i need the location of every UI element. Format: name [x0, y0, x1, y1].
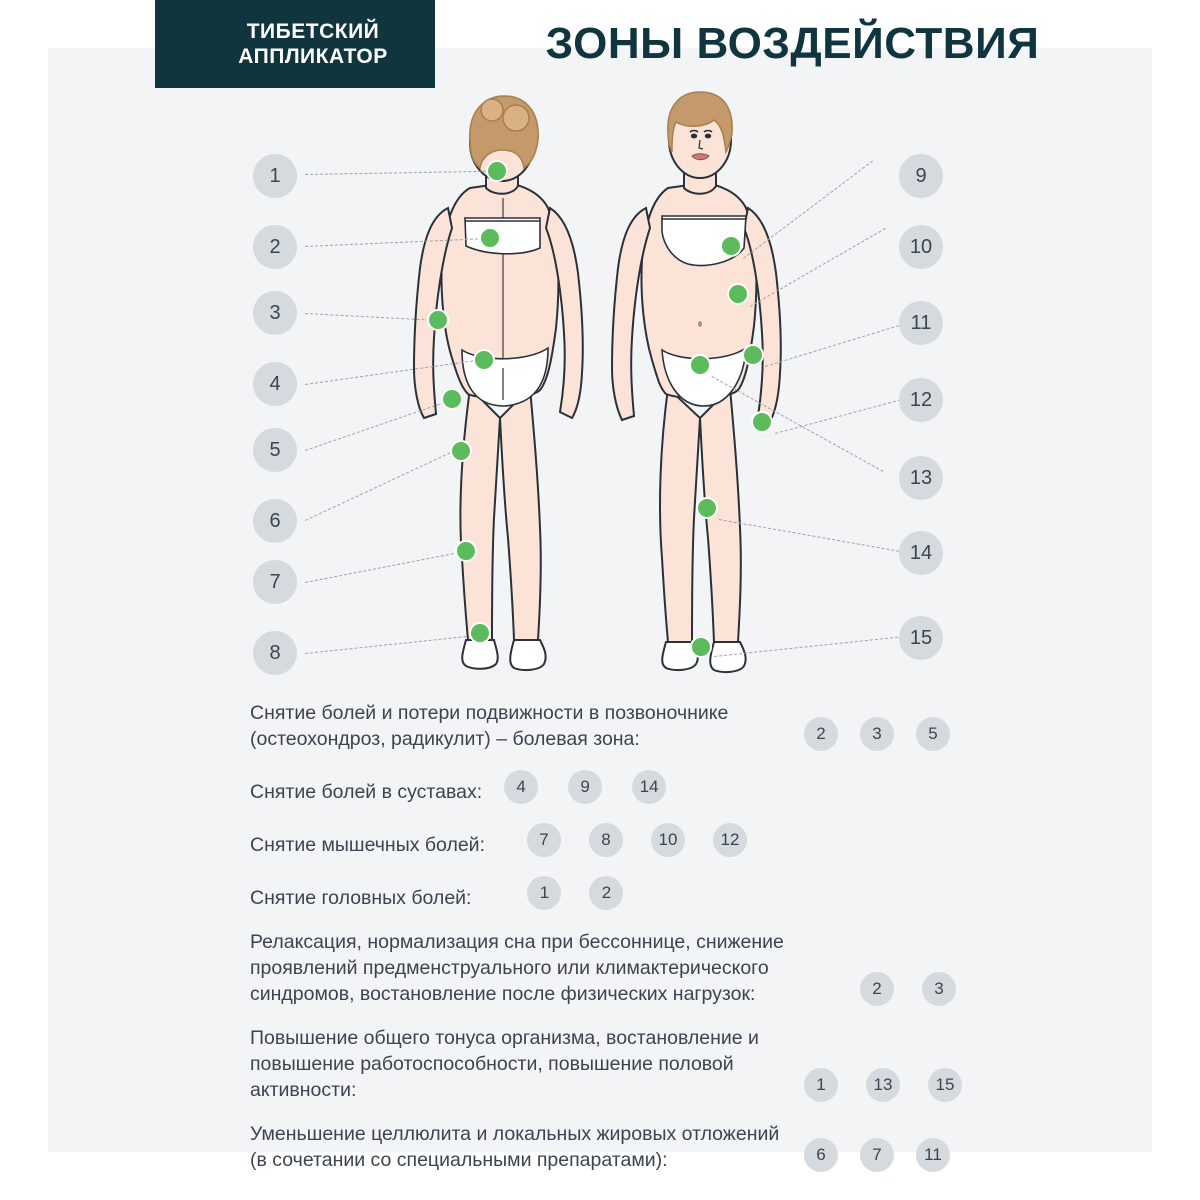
- zone-dot-1[interactable]: [486, 160, 508, 182]
- legend-num[interactable]: 13: [866, 1068, 900, 1102]
- legend-text: Снятие головных болей:: [250, 887, 472, 909]
- legend-numbers: [860, 972, 956, 1007]
- figure-back-view: [414, 96, 583, 670]
- callout-12[interactable]: 12: [899, 378, 943, 422]
- brand-line-2: АППЛИКАТОР: [238, 45, 388, 68]
- zone-dot-12[interactable]: [751, 411, 773, 433]
- legend-item: [250, 1025, 955, 1103]
- legend-num[interactable]: 7: [527, 823, 561, 857]
- legend-numbers: [804, 717, 950, 752]
- legend-num[interactable]: 1: [804, 1068, 838, 1102]
- legend-num[interactable]: 9: [568, 770, 602, 804]
- zone-dot-4[interactable]: [473, 349, 495, 371]
- callout-13[interactable]: 13: [899, 456, 943, 500]
- callout-5[interactable]: 5: [253, 428, 297, 472]
- zone-dot-6[interactable]: [450, 440, 472, 462]
- zone-dot-5[interactable]: [441, 388, 463, 410]
- page-title: ЗОНЫ ВОЗДЕЙСТВИЯ: [545, 19, 1040, 68]
- legend-item: [250, 1121, 950, 1173]
- zone-dot-2[interactable]: [479, 227, 501, 249]
- legend-num[interactable]: 3: [860, 717, 894, 751]
- legend-item: [250, 770, 950, 805]
- callout-11[interactable]: 11: [899, 301, 943, 345]
- legend-numbers: [504, 770, 666, 805]
- callout-8[interactable]: 8: [253, 631, 297, 675]
- callout-10[interactable]: 10: [899, 225, 943, 269]
- callout-7[interactable]: 7: [253, 560, 297, 604]
- callout-4[interactable]: 4: [253, 362, 297, 406]
- legend-text: Снятие мышечных болей:: [250, 834, 485, 856]
- zone-dot-8[interactable]: [469, 622, 491, 644]
- zone-dot-7[interactable]: [455, 540, 477, 562]
- legend-num[interactable]: 2: [804, 717, 838, 751]
- zone-dot-14[interactable]: [696, 497, 718, 519]
- callout-14[interactable]: 14: [899, 531, 943, 575]
- zone-dot-3[interactable]: [427, 309, 449, 331]
- callout-9[interactable]: 9: [899, 154, 943, 198]
- zone-dot-10[interactable]: [727, 283, 749, 305]
- callout-6[interactable]: 6: [253, 499, 297, 543]
- legend-list: [250, 700, 955, 1191]
- legend-num[interactable]: 2: [860, 972, 894, 1006]
- brand-badge: [155, 0, 435, 88]
- legend-numbers: [527, 876, 623, 911]
- legend-num[interactable]: 6: [804, 1138, 838, 1172]
- callout-3[interactable]: 3: [253, 291, 297, 335]
- legend-num[interactable]: 8: [589, 823, 623, 857]
- legend-num[interactable]: 5: [916, 717, 950, 751]
- legend-numbers: [527, 823, 747, 858]
- legend-text: Уменьшение целлюлита и локальных жировых отложений (в сочетании со специальными препаратами):: [250, 1123, 780, 1171]
- legend-num[interactable]: 3: [922, 972, 956, 1006]
- figure-front-view: [612, 92, 781, 672]
- legend-num[interactable]: 7: [860, 1138, 894, 1172]
- legend-num[interactable]: 1: [527, 876, 561, 910]
- body-illustrations: [0, 88, 1200, 678]
- legend-numbers: [804, 1068, 962, 1103]
- zone-dot-9[interactable]: [720, 235, 742, 257]
- legend-text: Повышение общего тонуса организма, востановление и повышение работоспособности, повышение половой активности:: [250, 1027, 759, 1101]
- zone-dot-15[interactable]: [690, 636, 712, 658]
- legend-item: [250, 823, 950, 858]
- legend-num[interactable]: 2: [589, 876, 623, 910]
- callout-2[interactable]: 2: [253, 225, 297, 269]
- legend-num[interactable]: 14: [632, 770, 666, 804]
- legend-text: Снятие болей и потери подвижности в позвоночнике (остеохондроз, радикулит) – болевая зона:: [250, 702, 729, 750]
- legend-num[interactable]: 11: [916, 1138, 950, 1172]
- legend-num[interactable]: 12: [713, 823, 747, 857]
- legend-text: Снятие болей в суставах:: [250, 781, 483, 803]
- legend-item: [250, 929, 950, 1007]
- legend-num[interactable]: 10: [651, 823, 685, 857]
- legend-num[interactable]: 15: [928, 1068, 962, 1102]
- legend-text: Релаксация, нормализация сна при бессоннице, снижение проявлений предменструального или климактерического синдромов, востановление после физических нагрузок:: [250, 931, 784, 1005]
- zone-dot-11[interactable]: [742, 344, 764, 366]
- legend-numbers: [804, 1138, 950, 1173]
- zone-dot-13[interactable]: [689, 354, 711, 376]
- callout-15[interactable]: 15: [899, 616, 943, 660]
- body-diagram: [0, 88, 1200, 678]
- legend-item: [250, 700, 950, 752]
- brand-line-1: ТИБЕТСКИЙ: [246, 20, 380, 43]
- callout-1[interactable]: 1: [253, 154, 297, 198]
- legend-num[interactable]: 4: [504, 770, 538, 804]
- legend-item: [250, 876, 950, 911]
